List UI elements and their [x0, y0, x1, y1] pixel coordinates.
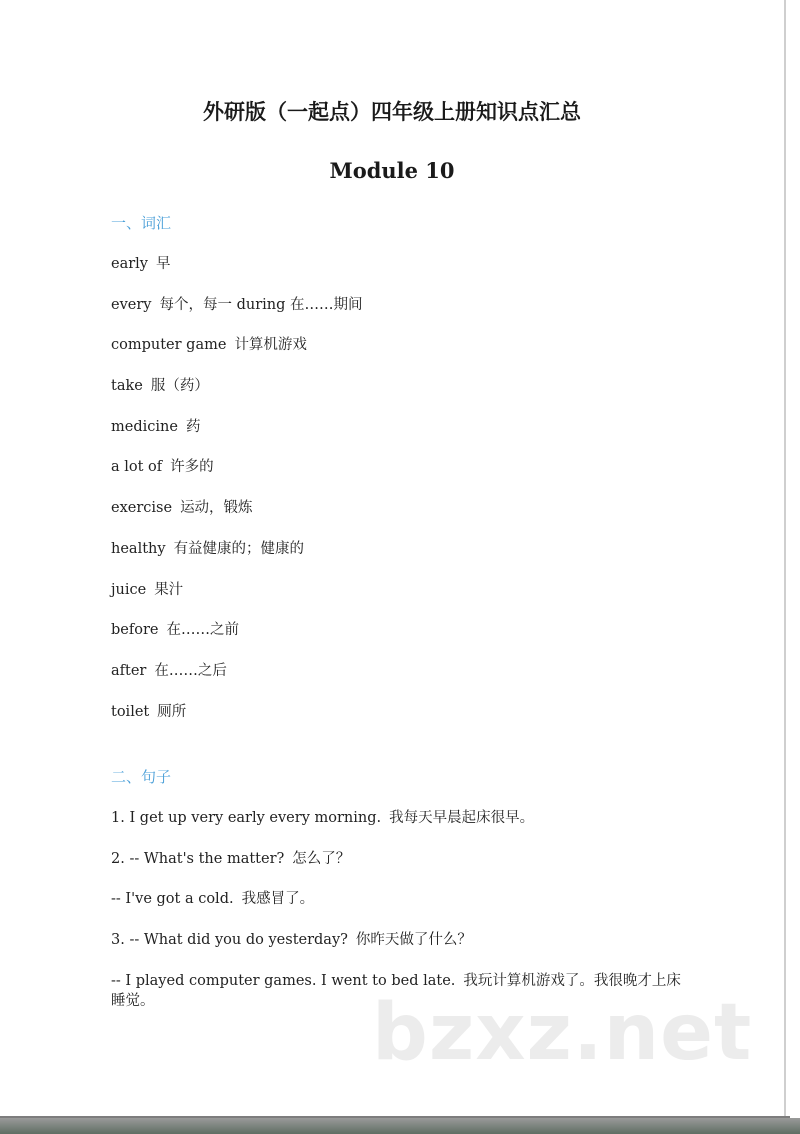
list-item — [111, 808, 691, 849]
list-item — [111, 930, 691, 971]
list-item — [111, 620, 363, 661]
vocab-cn: 药 — [185, 418, 201, 435]
list-item — [111, 498, 363, 539]
vocab-cn: 厕所 — [157, 703, 187, 720]
vocab-en: healthy — [111, 540, 166, 557]
vocab-cn: 早 — [156, 256, 171, 272]
vocab-cn: 在……之后 — [154, 662, 227, 679]
vocab-heading: 一、词汇 — [111, 214, 172, 232]
vocab-en: a lot of — [111, 459, 163, 476]
vocab-en: medicine — [111, 418, 178, 435]
vocab-en: after — [111, 662, 147, 679]
sentence-cn: 怎么了？ — [292, 850, 351, 867]
sentence-list — [111, 808, 691, 1011]
vocab-list — [111, 254, 363, 742]
list-item — [111, 889, 691, 930]
vocab-cn: 有益健康的；健康的 — [173, 540, 305, 557]
vocab-cn: 每个，每一 during 在……期间 — [159, 296, 363, 313]
list-item — [111, 457, 363, 498]
vocab-en: before — [111, 622, 159, 639]
vocab-en: every — [111, 296, 152, 313]
watermark: bzxz.net — [372, 988, 753, 1078]
sentences-heading: 二、句子 — [111, 768, 172, 786]
vocab-en: early — [111, 256, 148, 272]
list-item — [111, 295, 363, 336]
sentence-en: 2. -- What's the matter? — [111, 850, 285, 867]
vocab-en: exercise — [111, 500, 173, 517]
sentence-en: -- I've got a cold. — [111, 891, 234, 908]
vocab-cn: 服（药） — [150, 378, 209, 395]
sentence-cn: 我感冒了。 — [241, 891, 315, 908]
page-title: 外研版（一起点）四年级上册知识点汇总 — [203, 99, 581, 124]
vocab-cn: 果汁 — [154, 581, 184, 598]
vocab-cn: 运动，锻炼 — [180, 500, 253, 517]
list-item — [111, 417, 363, 458]
vocab-en: take — [111, 378, 143, 395]
list-item — [111, 849, 691, 890]
sentence-en: 3. -- What did you do yesterday? — [111, 932, 348, 949]
sentence-en: 1. I get up very early every morning. — [111, 810, 382, 826]
sentence-en: -- I played computer games. I went to bed late. — [111, 972, 456, 989]
list-item — [111, 335, 363, 376]
list-item — [111, 376, 363, 417]
list-item — [111, 702, 363, 743]
vocab-en: toilet — [111, 703, 150, 720]
vocab-cn: 计算机游戏 — [234, 337, 307, 354]
list-item — [111, 254, 363, 295]
list-item — [111, 661, 363, 702]
sentence-cn: 我每天早晨起床很早。 — [389, 810, 535, 826]
list-item — [111, 539, 363, 580]
vocab-en: juice — [111, 581, 147, 598]
vocab-cn: 许多的 — [170, 459, 214, 476]
sentence-cn: 我玩计算机游戏了。我很晚才上床睡觉。 — [111, 972, 681, 1009]
list-item — [111, 580, 363, 621]
vocab-en: computer game — [111, 337, 227, 354]
module-title: Module 10 — [329, 158, 455, 183]
vocab-cn: 在……之前 — [166, 622, 239, 639]
sentence-cn: 你昨天做了什么？ — [355, 932, 472, 949]
viewer-bottom-strip — [0, 1118, 800, 1134]
